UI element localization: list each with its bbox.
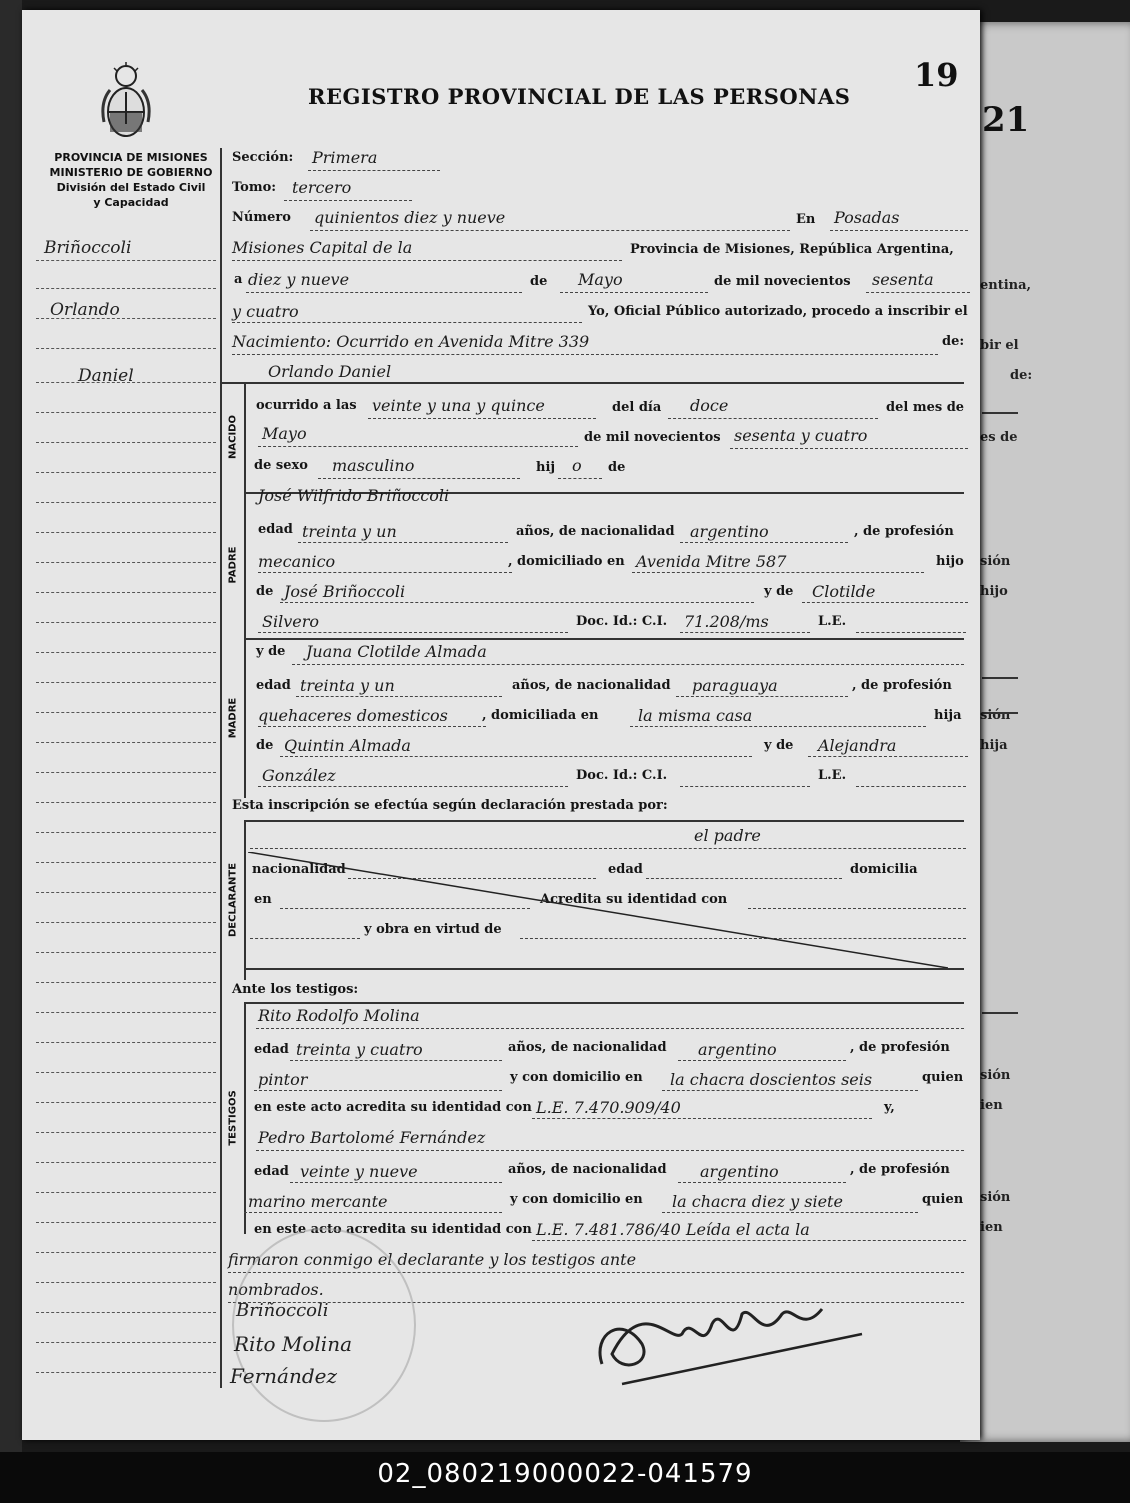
margin-ruled-line [36,712,216,713]
underlying-text: entina, [980,278,1032,293]
testigo-1-prof-label: , de profesión [850,1040,950,1055]
madre-yde-label: y de [256,644,286,659]
padre-nacionalidad: argentino [690,522,769,541]
margin-ruled-line [36,1342,216,1343]
madre-profesion: quehaceres domesticos [258,706,448,725]
testigo-1-quien-label: quien [922,1070,964,1085]
ocurrido-label: ocurrido a las [256,398,357,413]
madre-nacionalidad: paraguaya [692,676,778,695]
margin-ruled-line [36,502,216,503]
seccion-label: Sección: [232,150,294,165]
anio-value: sesenta y cuatro [734,426,868,445]
underlying-text: ien [980,1220,1003,1235]
madre-yde2-label: y de [764,738,794,753]
testigo-2-edad-label: edad [254,1164,289,1179]
numero-label: Número [232,210,291,225]
numero-value: quinientos diez y nueve [314,208,506,227]
margin-ruled-line [36,1372,216,1373]
ministry-line: PROVINCIA DE MISIONES [54,151,208,164]
declarante-en-label: en [254,892,272,907]
padre-dom-label: , domiciliado en [508,554,625,569]
padre-domicilio: Avenida Mitre 587 [636,552,787,571]
madre-le-label: L.E. [818,768,847,783]
oficial-label: Yo, Oficial Público autorizado, procedo a inscribir el [588,304,968,319]
margin-ruled-line [36,652,216,653]
image-caption: 02_080219000022-041579 [377,1459,753,1489]
mes-value: Mayo [262,424,307,443]
testigo-1-acredita-label: en este acto acredita su identidad con [254,1100,532,1115]
margin-ruled-line [36,1252,216,1253]
acto-value: Nacimiento: Ocurrido en Avenida Mitre 339 [232,332,590,351]
declarante-value: el padre [694,826,761,845]
anio-label: de mil novecientos [584,430,721,445]
margin-ruled-line [36,1312,216,1313]
seccion-value: Primera [312,148,378,167]
madre-domicilio: la misma casa [638,706,753,725]
testigo-2-doc: L.E. 7.481.786/40 Leída el acta la [536,1220,810,1239]
margin-ruled-line [36,1042,216,1043]
underlying-text: hijo [980,584,1008,599]
testigo-2-domicilio: la chacra diez y siete [672,1192,843,1211]
madre-de-label: de [256,738,274,753]
de-label: de [530,274,548,289]
testigo-1-y-label: y, [884,1100,895,1115]
nacido-nombre: Orlando Daniel [268,362,392,381]
madre-nac-label: años, de nacionalidad [512,678,671,693]
underlying-text: sión [980,554,1011,569]
cierre-line-2: nombrados. [228,1280,324,1299]
page-title: REGISTRO PROVINCIAL DE LAS PERSONAS [308,84,851,109]
year-value-2: y cuatro [232,302,299,321]
testigo-1-profesion: pintor [258,1070,308,1089]
ministry-block [36,150,226,210]
underlying-folio: 21 [982,100,1030,140]
margin-ruled-line [36,592,216,593]
tomo-label: Tomo: [232,180,277,195]
hij-label: hij [536,460,556,475]
certificate-page [22,10,980,1440]
declarante-edad-label: edad [608,862,643,877]
margin-ruled-line [36,1102,216,1103]
underlying-page [960,22,1130,1442]
madre-edad: treinta y un [300,676,395,695]
margin-ruled-line [36,1132,216,1133]
testigos-section-label: TESTIGOS [227,1090,239,1146]
madre-section-label: MADRE [227,697,239,739]
declarante-intro: Esta inscripción se efectúa según declaración prestada por: [232,798,668,813]
padre-profesion: mecanico [258,552,336,571]
padre-prof-label: , de profesión [854,524,954,539]
margin-name-1: Orlando [50,300,120,320]
madre-edad-label: edad [256,678,291,693]
padre-de-label: de [256,584,274,599]
ministry-line: División del Estado Civil [56,181,206,194]
testigo-1-dom-label: y con domicilio en [510,1070,643,1085]
padre-section-label: PADRE [227,546,239,584]
ministry-line: y Capacidad [93,196,169,209]
margin-ruled-line [36,622,216,623]
testigo-2-nombre: Pedro Bartolomé Fernández [258,1128,486,1147]
sexo-value: masculino [332,456,415,475]
testigo-1-nac-label: años, de nacionalidad [508,1040,667,1055]
testigos-intro: Ante los testigos: [232,982,359,997]
padre-doc-label: Doc. Id.: C.I. [576,614,668,629]
underlying-text: de: [1010,368,1033,383]
margin-ruled-line [36,532,216,533]
testigo-1-nacionalidad: argentino [698,1040,777,1059]
testigo-2-acredita-label: en este acto acredita su identidad con [254,1222,532,1237]
day-value: diez y nueve [248,270,350,289]
del-dia-label: del día [612,400,662,415]
margin-name-2: Daniel [78,366,134,386]
margin-ruled-line [36,742,216,743]
underlying-text: hija [980,738,1008,753]
declarante-dom-label: domicilia [850,862,918,877]
madre-madre-de-2: González [262,766,336,785]
declarante-section-label: DECLARANTE [227,862,239,938]
padre-le-label: L.E. [818,614,847,629]
official-stamp [232,1228,416,1422]
margin-ruled-line [36,1072,216,1073]
year-value: sesenta [872,270,934,289]
scan-left-edge [0,0,22,1452]
margin-ruled-line [36,862,216,863]
hora-value: veinte y una y quince [372,396,545,415]
testigo-1-doc: L.E. 7.470.909/40 [536,1098,681,1117]
margin-ruled-line [36,1192,216,1193]
official-signature [582,1274,882,1394]
testigo-1-domicilio: la chacra doscientos seis [670,1070,873,1089]
margin-ruled-line [36,682,216,683]
hij-value: o [572,456,582,475]
testigo-2-dom-label: y con domicilio en [510,1192,643,1207]
provincia-label: Provincia de Misiones, República Argentina, [630,242,954,257]
testigo-2-profesion: marino mercante [248,1192,388,1211]
padre-doc: 71.208/ms [684,612,769,631]
padre-edad: treinta y un [302,522,397,541]
margin-ruled-line [36,1222,216,1223]
dia-value: doce [690,396,729,415]
margin-ruled-line [36,1282,216,1283]
madre-prof-label: , de profesión [852,678,952,693]
underlying-text: sión [980,708,1011,723]
margin-ruled-line [36,982,216,983]
margin-ruled-line [36,442,216,443]
testigo-1-nombre: Rito Rodolfo Molina [258,1006,420,1025]
margin-ruled-line [36,892,216,893]
del-mes-label: del mes de [886,400,965,415]
cancel-strike-line [248,852,948,970]
testigo-1-edad-label: edad [254,1042,289,1057]
madre-madre-de: Alejandra [818,736,897,755]
declarante-acredita-label: Acredita su identidad con [540,892,728,907]
tomo-value: tercero [292,178,352,197]
en-label: En [796,212,816,227]
underlying-text: es de [980,430,1018,445]
signature-2: Rito Molina [234,1332,353,1356]
de-colon-label: de: [942,334,965,349]
en-value: Posadas [834,208,900,227]
padre-nac-label: años, de nacionalidad [516,524,675,539]
margin-ruled-line [36,952,216,953]
margin-ruled-line [36,832,216,833]
margin-ruled-line [36,1012,216,1013]
testigo-2-prof-label: , de profesión [850,1162,950,1177]
madre-hija-label: hija [934,708,962,723]
underlying-text: sión [980,1190,1011,1205]
padre-nombre: José Wilfrido Briñoccoli [258,486,450,505]
padre-padre-de: José Briñoccoli [284,582,406,601]
signature-3: Fernández [230,1364,338,1388]
margin-ruled-line [36,472,216,473]
testigo-2-quien-label: quien [922,1192,964,1207]
month-value: Mayo [578,270,623,289]
margin-ruled-line [36,922,216,923]
padre-yde-label: y de [764,584,794,599]
underlying-text: ien [980,1098,1003,1113]
cierre-line-1: firmaron conmigo el declarante y los testigos ante [228,1250,637,1269]
margin-ruled-line [36,772,216,773]
testigo-2-nacionalidad: argentino [700,1162,779,1181]
nacido-de-label: de [608,460,626,475]
nacido-section-label: NACIDO [227,415,239,459]
padre-edad-label: edad [258,522,293,537]
folio-number: 19 [914,56,959,94]
year-label: de mil novecientos [714,274,851,289]
margin-ruled-line [36,802,216,803]
margin-ruled-line [36,1162,216,1163]
testigo-2-edad: veinte y nueve [300,1162,418,1181]
declarante-obra-label: y obra en virtud de [364,922,502,937]
coat-of-arms-icon [100,62,152,144]
padre-hijo-label: hijo [936,554,964,569]
padre-madre-de: Clotilde [812,582,876,601]
underlying-text: bir el [980,338,1019,353]
madre-padre-de: Quintin Almada [284,736,411,755]
testigo-2-nac-label: años, de nacionalidad [508,1162,667,1177]
signature-1: Briñoccoli [236,1300,329,1321]
madre-nombre: Juana Clotilde Almada [306,642,487,661]
sexo-label: de sexo [254,458,308,473]
madre-dom-label: , domiciliada en [482,708,599,723]
underlying-text: sión [980,1068,1011,1083]
margin-surname: Briñoccoli [44,238,132,258]
declarante-nac-label: nacionalidad [252,862,346,877]
madre-doc-label: Doc. Id.: C.I. [576,768,668,783]
margin-ruled-line [36,562,216,563]
a-label: a [234,272,243,287]
padre-madre-de-2: Silvero [262,612,319,631]
ministry-line: MINISTERIO DE GOBIERNO [49,166,213,179]
margin-ruled-line [36,412,216,413]
place-value: Misiones Capital de la [232,238,413,257]
testigo-1-edad: treinta y cuatro [296,1040,423,1059]
